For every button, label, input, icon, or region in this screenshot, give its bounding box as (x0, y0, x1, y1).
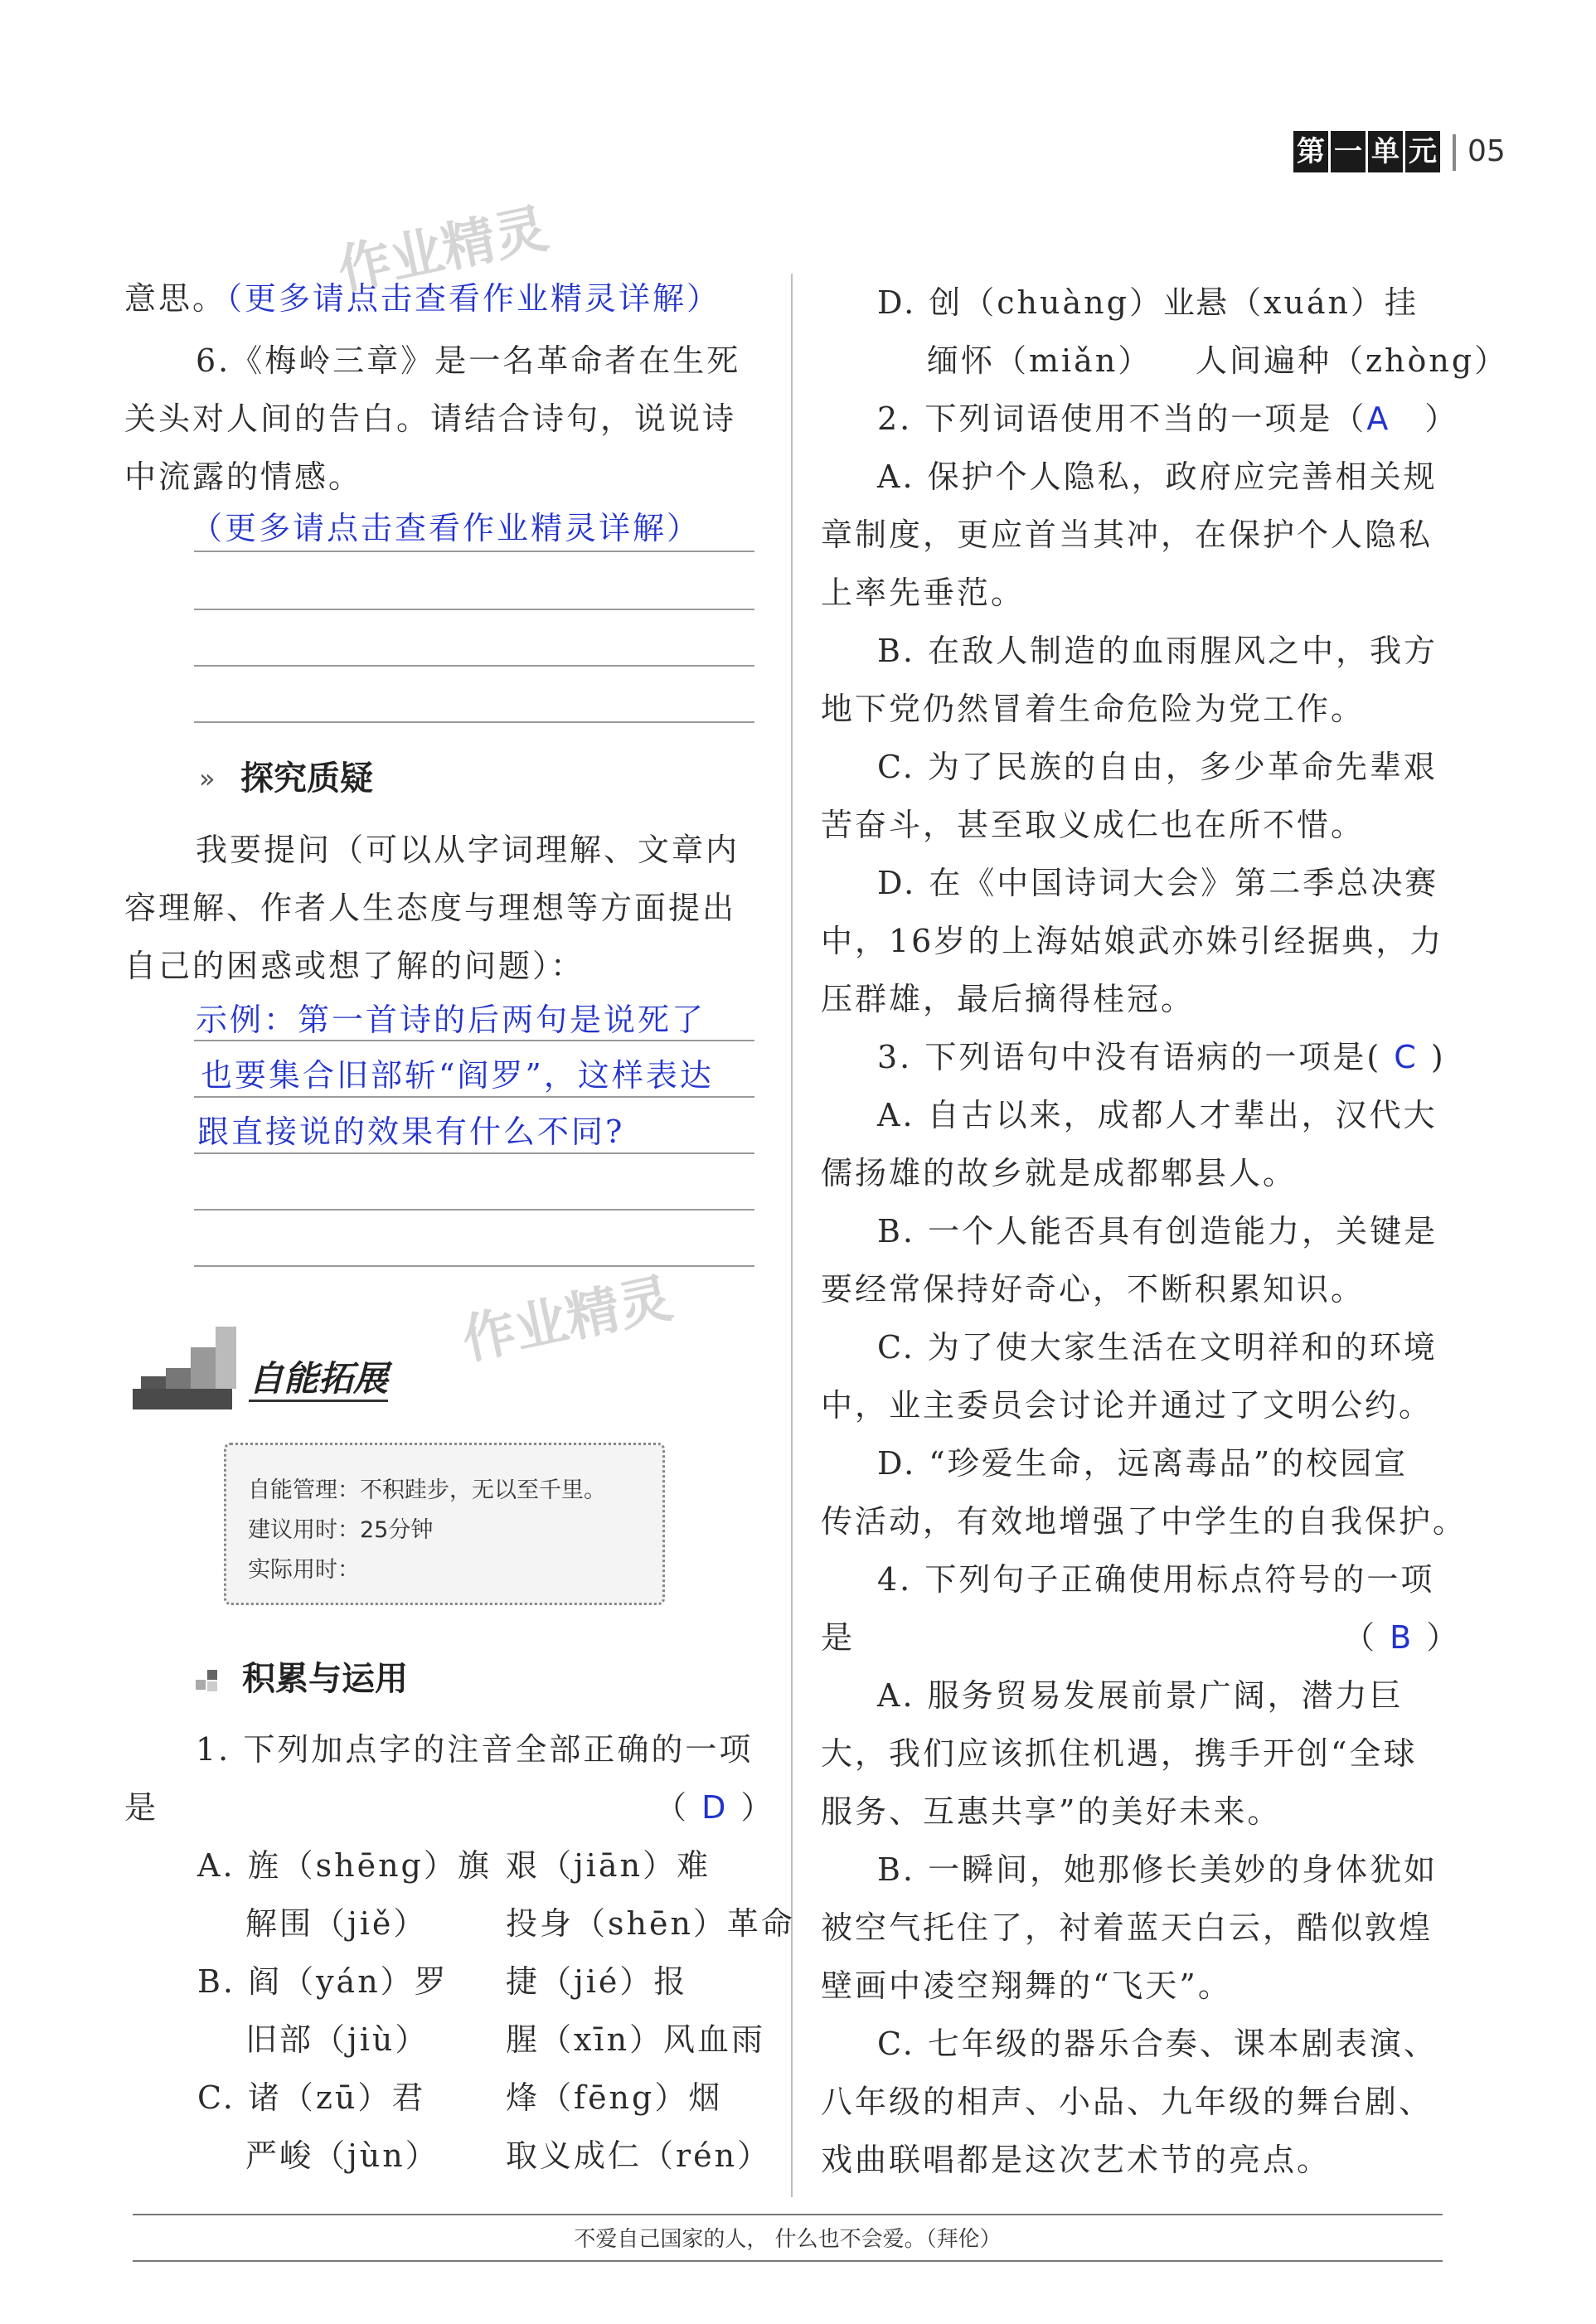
question-6: 6.《梅岭三章》是一名革命者在生死 (196, 342, 741, 379)
page-number: 05 (1467, 134, 1506, 168)
answer-text: 跟直接说的效果有什么不同? (197, 1113, 625, 1150)
text-line: 我要提问（可以从字词理解、文章内 (196, 832, 740, 868)
question-text: 是 (124, 1789, 159, 1826)
option-text: 儒扬雄的故乡就是成都郫县人。 (821, 1155, 1298, 1191)
option-text: 中，业主委员会讨论并通过了文明公约。 (821, 1387, 1433, 1424)
option-text: A. 旌（shēng）旗 (197, 1847, 492, 1884)
watermark: 作业精灵 (457, 1268, 678, 1372)
option-text: 人间遍种（zhòng） (1196, 342, 1509, 379)
question-text: 是 (821, 1619, 856, 1656)
text-line: 中流露的情感。 (124, 458, 363, 495)
option-text: 要经常保持好奇心，不断积累知识。 (821, 1271, 1366, 1308)
question-2: 2. 下列词语使用不当的一项是（A ） (877, 400, 1459, 437)
section-title-explore: 探究质疑 (240, 759, 373, 798)
question-text: 1. 下列加点字的注音全部正确的一项 (196, 1731, 754, 1768)
answer-link[interactable]: （更多请点击查看作业精灵详解） (191, 510, 701, 546)
option-text: 被空气托住了，衬着蓝天白云，酷似敦煌 (821, 1909, 1433, 1946)
option-text: A. 自古以来，成都人才辈出，汉代大 (877, 1097, 1438, 1133)
answer-text: 也要集合旧部斩“阎罗”，这样表达 (201, 1057, 714, 1094)
option-text: 服务、互惠共享”的美好未来。 (821, 1793, 1282, 1830)
footer-quote: 不爱自己国家的人， 什么也不会爱。（拜伦） (574, 2227, 1002, 2252)
option-text: 腥（xīn）风血雨 (506, 2021, 766, 2058)
option-text: 悬（xuán）挂 (1196, 284, 1419, 321)
option-text: C. 七年级的器乐合奏、课本剧表演、 (877, 2026, 1438, 2062)
answer-text: 示例：第一首诗的后两句是说死了 (196, 1002, 706, 1038)
answer-letter: D (701, 1789, 729, 1826)
option-text: 投身（shēn）革命 (506, 1905, 795, 1942)
question-text: 3. 下列语句中没有语病的一项是( (877, 1039, 1382, 1075)
option-text: 壁画中凌空翔舞的“飞天”。 (821, 1967, 1232, 2004)
option-text: D. 在《中国诗词大会》第二季总决赛 (877, 865, 1439, 901)
chevron-icon: » (199, 763, 216, 794)
option-text: 烽（fēng）烟 (506, 2079, 723, 2116)
section-title-extension: 自能拓展 (249, 1358, 388, 1402)
option-text: 取义成仁（rén） (506, 2137, 772, 2174)
answer-bracket: （ D ） (655, 1789, 775, 1826)
option-text: 八年级的相声、小品、九年级的舞台剧、 (821, 2084, 1433, 2120)
option-text: 旧部（jiù） (245, 2021, 429, 2058)
option-text: 上率先垂范。 (821, 575, 1026, 611)
option-text: D. “珍爱生命，远离毒品”的校园宣 (877, 1445, 1409, 1482)
box-line: 自能管理：不积跬步，无以至千里。 (248, 1477, 606, 1503)
option-text: B. 一瞬间，她那修长美妙的身体犹如 (877, 1851, 1438, 1888)
box-line: 实际用时： (248, 1557, 360, 1583)
option-text: D. 创（chuàng）业 (877, 284, 1197, 321)
box-line: 建议用时：25分钟 (248, 1517, 434, 1543)
text-span: 意思。 (124, 280, 227, 317)
question-3: 3. 下列语句中没有语病的一项是( C ) (877, 1039, 1446, 1075)
answer-letter: A (1366, 400, 1391, 437)
text-line: 关头对人间的告白。请结合诗句，说说诗 (124, 400, 737, 437)
option-text: B. 阎（yán）罗 (197, 1963, 449, 2000)
unit-char: 元 (1405, 131, 1440, 172)
watermark: 作业精灵 (332, 198, 554, 303)
option-text: 缅怀（miǎn） (927, 342, 1152, 379)
question-4: 4. 下列句子正确使用标点符号的一项 (877, 1561, 1435, 1598)
option-text: 章制度，更应首当其冲，在保护个人隐私 (821, 517, 1433, 553)
option-text: 传活动，有效地增强了中学生的自我保护。 (821, 1503, 1467, 1540)
option-text: C. 为了民族的自由，多少革命先辈艰 (877, 749, 1438, 785)
option-text: B. 一个人能否具有创造能力，关键是 (877, 1213, 1438, 1249)
text-line: 容理解、作者人生态度与理想等方面提出 (124, 890, 737, 926)
option-text: 大，我们应该抓住机遇，携手开创“全球 (821, 1735, 1418, 1772)
option-text: B. 在敌人制造的血雨腥风之中，我方 (877, 633, 1438, 669)
option-text: A. 服务贸易发展前景广阔，潜力巨 (877, 1677, 1404, 1714)
answer-bracket: （ B ） (1343, 1619, 1461, 1656)
unit-char: 一 (1331, 131, 1366, 172)
answer-link[interactable]: （更多请点击查看作业精灵详解） (226, 280, 721, 317)
unit-char: 第 (1293, 131, 1328, 172)
option-text: 捷（jié）报 (506, 1963, 688, 2000)
option-text: 中，16岁的上海姑娘武亦姝引经据典，力 (821, 923, 1444, 959)
question-1 (124, 0, 795, 2239)
option-text: 苦奋斗，甚至取义成仁也在所不惜。 (821, 807, 1366, 843)
unit-char: 单 (1368, 131, 1403, 172)
option-text: C. 诸（zū）君 (197, 2079, 426, 2116)
option-text: 地下党仍然冒着生命危险为党工作。 (821, 691, 1366, 727)
option-text: 压群雄，最后摘得桂冠。 (821, 981, 1196, 1017)
option-text: 艰（jiān）难 (506, 1847, 711, 1884)
section-title-accumulate: 积累与运用 (242, 1660, 408, 1698)
option-text: 严峻（jùn） (245, 2137, 439, 2174)
option-text: 戏曲联唱都是这次艺术节的亮点。 (821, 2142, 1332, 2178)
option-text: C. 为了使大家生活在文明祥和的环境 (877, 1329, 1438, 1366)
option-text: A. 保护个人隐私，政府应完善相关规 (877, 458, 1438, 495)
footer-quote-bar (133, 2214, 1443, 2262)
answer-letter: C (1394, 1039, 1419, 1075)
option-text: 解围（jiě） (245, 1905, 428, 1942)
answer-letter: B (1390, 1619, 1414, 1656)
text-line: 自己的困惑或想了解的问题）： (124, 948, 585, 984)
question-text: 2. 下列词语使用不当的一项是（ (877, 400, 1367, 437)
